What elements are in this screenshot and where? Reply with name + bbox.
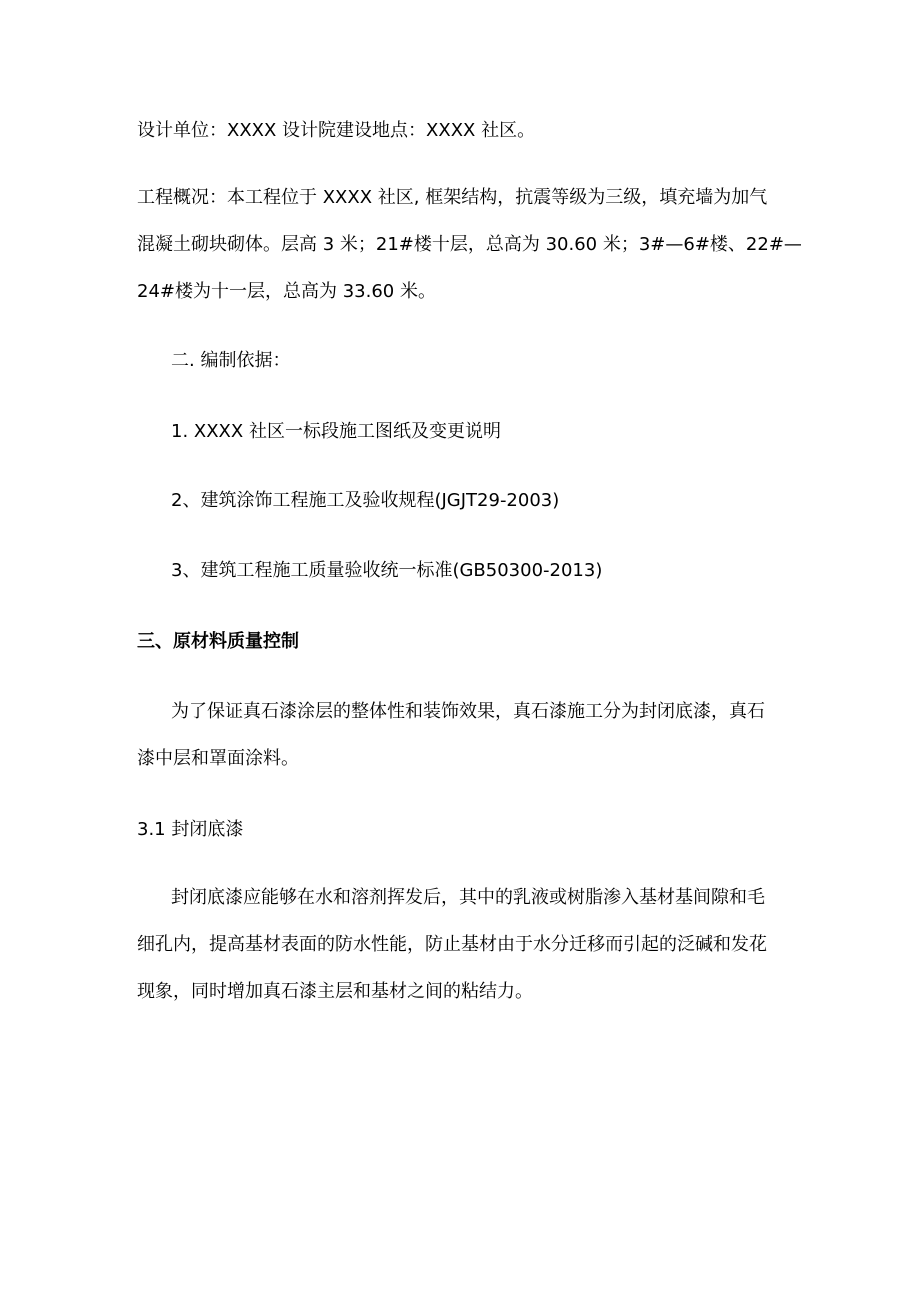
- design-unit-line: 设计单位：XXXX 设计院建设地点：XXXX 社区。: [137, 120, 536, 141]
- basis-item-2: 2、建筑涂饰工程施工及验收规程(JGJT29-2003): [171, 490, 560, 511]
- overview-line-2: 混凝土砌块砌体。层高 3 米；21#楼十层，总高为 30.60 米；3#—6#楼、22#—: [137, 234, 802, 255]
- section3-1-para-line-2: 细孔内，提高基材表面的防水性能，防止基材由于水分迁移而引起的泛碱和发花: [137, 934, 767, 955]
- section3-intro-line-2: 漆中层和罩面涂料。: [137, 748, 299, 769]
- section3-1-para-line-1: 封闭底漆应能够在水和溶剂挥发后，其中的乳液或树脂渗入基材基间隙和毛: [171, 887, 765, 908]
- basis-item-1: 1. XXXX 社区一标段施工图纸及变更说明: [171, 421, 501, 442]
- section3-1-heading: 3.1 封闭底漆: [137, 819, 244, 840]
- basis-heading: 二. 编制依据：: [171, 350, 291, 371]
- overview-line-1: 工程概况：本工程位于 XXXX 社区, 框架结构，抗震等级为三级，填充墙为加气: [137, 187, 768, 208]
- section3-intro-line-1: 为了保证真石漆涂层的整体性和装饰效果，真石漆施工分为封闭底漆，真石: [171, 701, 765, 722]
- section3-1-para-line-3: 现象，同时增加真石漆主层和基材之间的粘结力。: [137, 981, 533, 1002]
- overview-line-3: 24#楼为十一层，总高为 33.60 米。: [137, 281, 436, 302]
- basis-item-3: 3、建筑工程施工质量验收统一标准(GB50300-2013): [171, 560, 603, 581]
- section3-heading: 三、原材料质量控制: [137, 631, 299, 652]
